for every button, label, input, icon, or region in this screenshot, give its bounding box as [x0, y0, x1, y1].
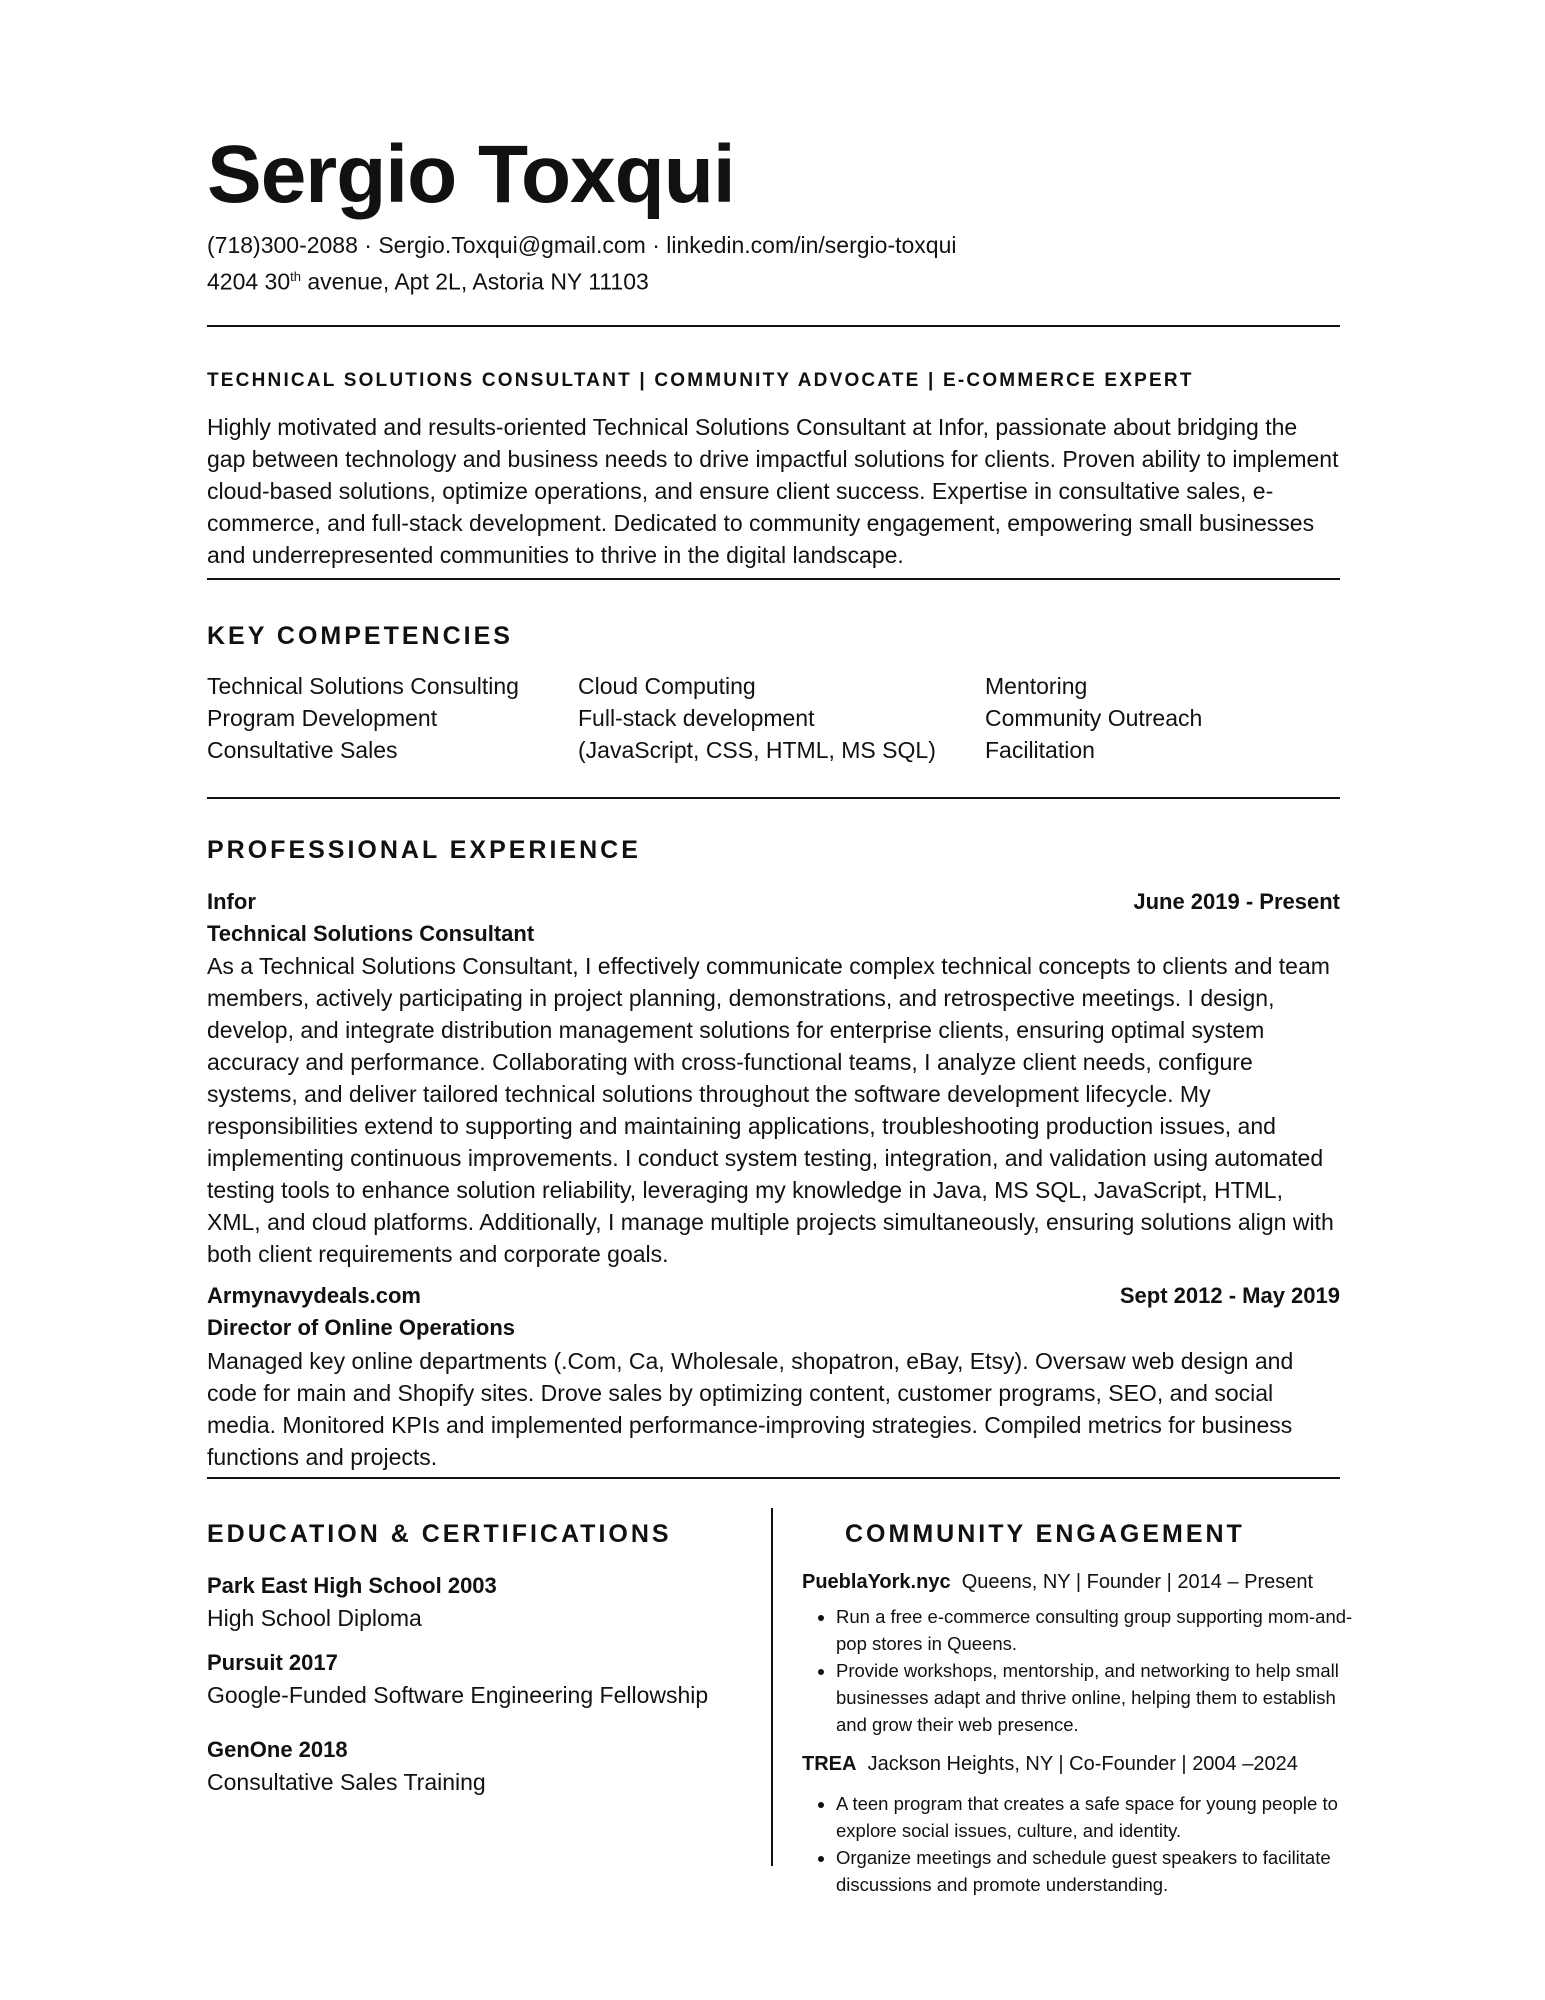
org-info: Jackson Heights, NY | Co-Founder | 2004 –2024: [867, 1753, 1298, 1775]
address-sup: th: [290, 269, 301, 284]
education-detail: High School Diploma: [207, 1605, 422, 1631]
competency-item: Community Outreach: [985, 705, 1203, 731]
address-post: avenue, Apt 2L, Astoria NY 11103: [300, 268, 649, 295]
competency-column: [207, 670, 519, 766]
org-bullet: • Provide workshops, mentorship, and networking to help small businesses adapt and thrive online, helping them to establish and grow their web presence.: [836, 1657, 1356, 1738]
education-detail: Google-Funded Software Engineering Fellowship: [207, 1682, 709, 1708]
competency-item: Technical Solutions Consulting: [207, 673, 519, 699]
contact-block: [207, 229, 956, 298]
org-bullets: [802, 1790, 1356, 1898]
job-description: Managed key online departments (.Com, Ca, Wholesale, shopatron, eBay, Etsy). Oversaw web design and code for main and Shopify sites. Drove sales by optimizing content, customer programs, SEO, and social media. Monitored KPIs and implemented performance-improving strategies. Compiled metrics for business functions and projects.: [207, 1348, 1294, 1470]
competency-column: [985, 670, 1202, 766]
job-role: Technical Solutions Consultant: [207, 921, 535, 946]
competency-column: [578, 670, 936, 766]
section-title-experience: PROFESSIONAL EXPERIENCE: [207, 836, 641, 864]
candidate-name: Sergio Toxqui: [207, 129, 735, 220]
address-line: [207, 261, 956, 298]
column-divider: [771, 1508, 773, 1866]
competency-item: Mentoring: [985, 673, 1088, 699]
job-dates: Sept 2012 - May 2019: [1119, 1283, 1340, 1308]
job-header: [207, 1280, 1340, 1312]
org-bullet: • Organize meetings and schedule guest speakers to facilitate discussions and promote understanding.: [836, 1844, 1356, 1898]
education-school: Pursuit 2017: [207, 1650, 338, 1675]
competency-item: (JavaScript, CSS, HTML, MS SQL): [578, 737, 936, 763]
org-name: TREA: [802, 1753, 857, 1775]
section-title-education: EDUCATION & CERTIFICATIONS: [207, 1520, 672, 1548]
education-detail: Consultative Sales Training: [207, 1769, 486, 1795]
org-bullets: [802, 1603, 1356, 1738]
org-name: PueblaYork.nyc: [802, 1571, 951, 1593]
divider: [207, 325, 1340, 327]
job-dates: June 2019 - Present: [1133, 889, 1340, 914]
competency-item: Full-stack development: [578, 705, 815, 731]
divider: [207, 797, 1340, 799]
summary: Highly motivated and results-oriented Technical Solutions Consultant at Infor, passionate about bridging the gap between technology and business needs to drive impactful solutions for clients. Proven ability to implement cloud-based solutions, optimize operations, and ensure client success. Expertise in consultative sales, e-commerce, and full-stack development. Dedicated to community engagement, empowering small businesses and underrepresented communities to thrive in the digital landscape.: [207, 414, 1339, 568]
job-role: Director of Online Operations: [207, 1315, 516, 1340]
competency-item: Cloud Computing: [578, 673, 756, 699]
section-title-community: COMMUNITY ENGAGEMENT: [845, 1520, 1245, 1548]
job-company: Infor: [207, 889, 256, 914]
competency-item: Facilitation: [985, 737, 1095, 763]
job-company: Armynavydeals.com: [207, 1283, 421, 1308]
org-bullet: • A teen program that creates a safe space for young people to explore social issues, culture, and identity.: [836, 1790, 1356, 1844]
org-bullet: • Run a free e-commerce consulting group supporting mom-and-pop stores in Queens.: [836, 1603, 1356, 1657]
competency-item: Program Development: [207, 705, 438, 731]
divider: [207, 1477, 1340, 1479]
address-pre: 4204 30: [207, 268, 291, 295]
org-info: Queens, NY | Founder | 2014 – Present: [961, 1571, 1314, 1593]
contact-line: (718)300-2088 · Sergio.Toxqui@gmail.com · linkedin.com/in/sergio-toxqui: [207, 232, 957, 258]
community-org: [802, 1753, 1298, 1776]
job-header: [207, 886, 1340, 918]
community-org: [802, 1571, 1313, 1594]
job-description: As a Technical Solutions Consultant, I effectively communicate complex technical concepts to clients and team members, actively participating in project planning, demonstrations, and retrospective meetings. I design, develop, and integrate distribution management solutions for enterprise clients, ensuring optimal system accuracy and performance. Collaborating with cross-functional teams, I analyze client needs, configure systems, and deliver tailored technical solutions throughout the software development lifecycle. My responsibilities extend to supporting and maintaining applications, troubleshooting production issues, and implementing continuous improvements. I conduct system testing, integration, and validation using automated testing tools to enhance solution reliability, leveraging my knowledge in Java, MS SQL, JavaScript, HTML, XML, and cloud platforms. Additionally, I manage multiple projects simultaneously, ensuring solutions align with both client requirements and corporate goals.: [207, 953, 1334, 1267]
competency-item: Consultative Sales: [207, 737, 398, 763]
section-title-competencies: KEY COMPETENCIES: [207, 622, 513, 650]
divider: [207, 578, 1340, 580]
tagline: TECHNICAL SOLUTIONS CONSULTANT | COMMUNITY ADVOCATE | E-COMMERCE EXPERT: [207, 370, 1194, 391]
education-school: Park East High School 2003: [207, 1573, 497, 1598]
education-school: GenOne 2018: [207, 1737, 348, 1762]
